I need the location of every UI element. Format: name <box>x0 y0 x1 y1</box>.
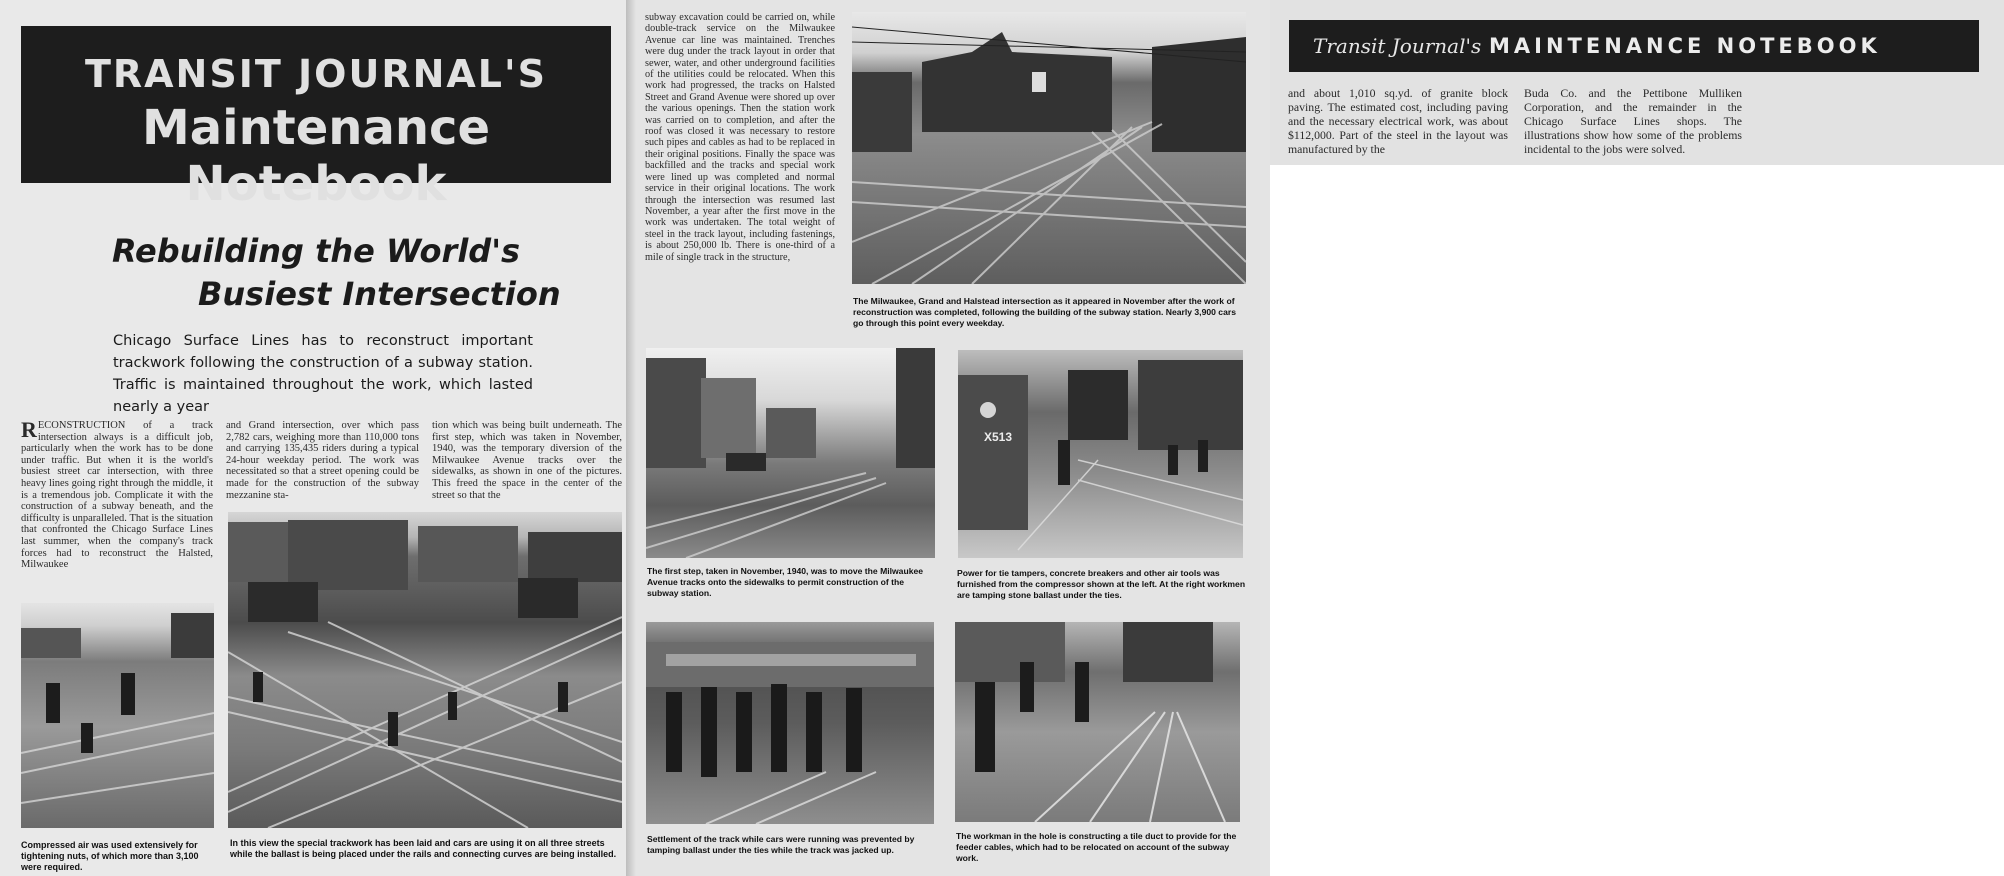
caption-intersection-completed: The Milwaukee, Grand and Halstead intersection as it appeared in November after the work of reconstruction was completed, following the building of the subway station. Nearly 3,900 cars go through this point every weekday. <box>853 296 1236 328</box>
drop-cap: R <box>21 417 37 442</box>
caption-tamping-ballast: Settlement of the track while cars were running was prevented by tamping ballast under the ties while the track was jacked up. <box>647 834 915 855</box>
right-banner-caps: MAINTENANCE NOTEBOOK <box>1489 34 1881 58</box>
compressor-number: X513 <box>984 430 1013 444</box>
right-banner-script: Transit Journal's <box>1313 34 1482 58</box>
photo-compressed-air <box>21 603 214 828</box>
banner-title-line2: Maintenance Notebook <box>141 100 491 212</box>
left-col1-body: ECONSTRUCTION of a track intersection always is a difficult job, particularly when the work has to be done under traffic. But when it is the world's busiest street car intersection, with three heavy lines going right through the middle, it is a tremendous job. Complicate it with the construction of a subway beneath, and the difficulty is unparalleled. That is the situation that confronted the Chicago Surface Lines last summer, when the company's track forces had to reconstruct the Halsted, Milwaukee <box>21 420 213 571</box>
photo-tamping-ballast <box>646 622 934 824</box>
right-banner <box>1289 20 1979 72</box>
photo-tile-duct <box>955 622 1240 822</box>
middle-col-text: subway excavation could be carried on, while double-track service on the Milwaukee Avenue car line was maintained. Trenches were dug under the track layout in order that sewer, water, and other underground facilities of the utilities could be relocated. When this work had progressed, the tracks on Halsted Street and Grand Avenue were shored up over the various openings. Then the station work was carried on to completion, and after the roof was closed it was necessary to restore such pipes and cables as had to be replaced in their original positions. Finally the space was backfilled and the tracks and special work were lined up was completed and normal service in their original locations. The work through the intersection was resumed last November, a year after the first move in the work was undertaken. The total weight of steel in the track layout, including fastenings, is about 250,000 lb. There is one-third of a mile of single track in the structure, <box>645 12 835 263</box>
right-col1-text: and about 1,010 sq.yd. of granite block paving. The estimated cost, including paving and the necessary electrical work, was about $112,000. Part of the steel in the layout was manufactured by the <box>1288 86 1508 156</box>
photo-special-trackwork <box>228 512 622 828</box>
left-banner <box>21 26 611 212</box>
article-headline-line1: Rebuilding the World's <box>112 232 521 270</box>
article-deck: Chicago Surface Lines has to reconstruct important trackwork following the construction of a subway station. Traffic is maintained throughout the work, which lasted nearly a year <box>113 333 533 415</box>
caption-first-step-sidewalk-tracks: The first step, taken in November, 1940, was to move the Milwaukee Avenue tracks onto the sidewalks to permit construction of the subway station. <box>647 566 924 598</box>
caption-air-compressor: Power for tie tampers, concrete breakers and other air tools was furnished from the compressor shown at the left. At the right workmen are tamping stone ballast under the ties. <box>957 568 1246 600</box>
right-col2-text: Buda Co. and the Pettibone Mulliken Corporation, and the remainder in the Chicago Surface Lines shops. The illustrations show how some of the problems incidental to the jobs were solved. <box>1524 86 1742 156</box>
banner-title-line1: TRANSIT JOURNAL'S <box>84 52 548 96</box>
article-headline-line2: Busiest Intersection <box>198 275 561 313</box>
caption-special-trackwork: In this view the special trackwork has been laid and cars are using it on all three streets while the ballast is being placed under the rails and connecting curves are being installed. <box>230 838 617 859</box>
photo-intersection-completed <box>852 12 1246 284</box>
caption-tile-duct: The workman in the hole is constructing a tile duct to provide for the feeder cables, which had to be relocated on account of the subway work. <box>956 831 1237 863</box>
left-col1-text <box>21 417 213 590</box>
caption-compressed-air: Compressed air was used extensively for tightening nuts, of which more than 3,100 were required. <box>21 840 199 872</box>
left-col2-text: and Grand intersection, over which pass 2,782 cars, weighing more than 110,000 tons and carrying 135,435 riders during a typical 24-hour weekday period. The work was necessitated so that a street opening could be made for the construction of the subway mezzanine sta- <box>226 420 419 501</box>
photo-air-compressor <box>958 350 1243 558</box>
page-gutter <box>626 0 636 876</box>
left-col3-text: tion which was being built underneath. The first step, which was taken in November, 1940, was the temporary diversion of the Milwaukee Avenue tracks over the sidewalks, as shown in one of the pictures. This freed the space in the center of the street so that the <box>432 420 622 501</box>
photo-first-step-sidewalk-tracks <box>646 348 935 558</box>
